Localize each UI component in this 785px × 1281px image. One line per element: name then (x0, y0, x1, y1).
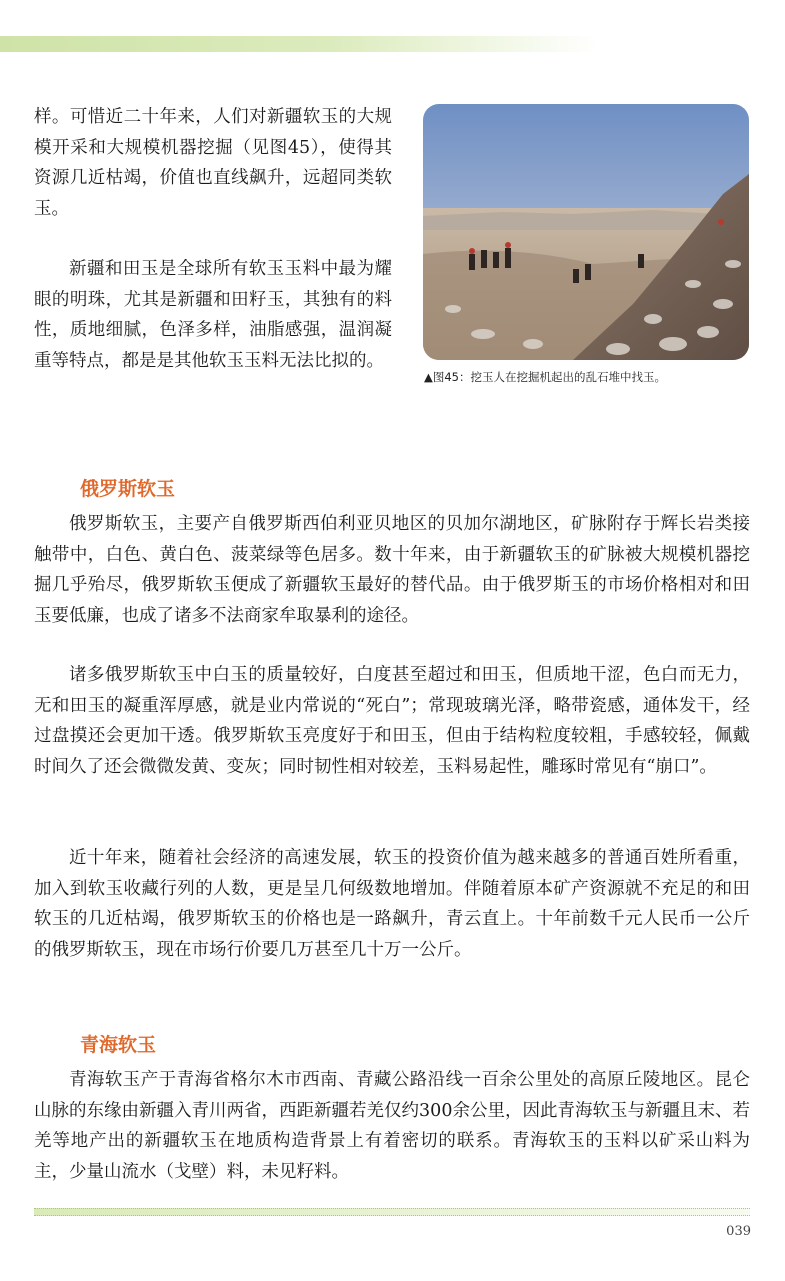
intro-paragraph-2: 新疆和田玉是全球所有软玉玉料中最为耀眼的明珠，尤其是新疆和田籽玉，其独有的料性，质地细腻，色泽多样，油脂感强，温润凝重等特点，都是是其他软玉玉料无法比拟的。 (34, 259, 392, 371)
figure-45-photo (423, 104, 749, 360)
russia-paragraph-1: 俄罗斯软玉，主要产自俄罗斯西伯利亚贝地区的贝加尔湖地区，矿脉附存于辉长岩类接触带中，白色、黄白色、菠菜绿等色居多。数十年来，由于新疆软玉的矿脉被大规模机器挖掘几乎殆尽，俄罗斯软玉便成了新疆软玉最好的替代品。由于俄罗斯玉的市场价格相对和田玉要低廉，也成了诸多不法商家牟取暴利的途径。 (34, 514, 750, 626)
page-number: 039 (726, 1224, 751, 1239)
intro-paragraph-1: 样。可惜近二十年来，人们对新疆软玉的大规模开采和大规模机器挖掘（见图45），使得其资源几近枯竭，价值也直线飙升，远超同类软玉。 (34, 107, 392, 219)
header-decor-band (0, 36, 600, 52)
section-heading-russia: 俄罗斯软玉 (80, 478, 176, 500)
russia-paragraph-3: 近十年来，随着社会经济的高速发展，软玉的投资价值为越来越多的普通百姓所看重，加入到软玉收藏行列的人数，更是呈几何级数地增加。伴随着原本矿产资源就不充足的和田软玉的几近枯竭，俄罗斯软玉的价格也是一路飙升，青云直上。十年前数千元人民币一公斤的俄罗斯软玉，现在市场行价要几万甚至几十万一公斤。 (34, 848, 750, 960)
qinghai-paragraph-1: 青海软玉产于青海省格尔木市西南、青藏公路沿线一百余公里处的高原丘陵地区。昆仑山脉的东缘由新疆入青川两省，西距新疆若羌仅约300余公里，因此青海软玉与新疆且末、若羌等地产出的新疆软玉在地质构造背景上有着密切的联系。青海软玉的玉料以矿采山料为主，少量山流水（戈壁）料，未见籽料。 (34, 1070, 750, 1182)
footer-decor-band (34, 1208, 750, 1216)
figure-caption: ▲图45：挖玉人在挖掘机起出的乱石堆中找玉。 (424, 370, 666, 384)
section-heading-qinghai: 青海软玉 (80, 1034, 157, 1056)
russia-paragraph-2: 诸多俄罗斯软玉中白玉的质量较好，白度甚至超过和田玉，但质地干涩，色白而无力，无和田玉的凝重浑厚感，就是业内常说的“死白”；常现玻璃光泽，略带瓷感，通体发干，经过盘摸还会更加干透。俄罗斯软玉亮度好于和田玉，但由于结构粒度较粗，手感较轻，佩戴时间久了还会微微发黄、变灰；同时韧性相对较差，玉料易起性，雕琢时常见有“崩口”。 (34, 665, 750, 777)
